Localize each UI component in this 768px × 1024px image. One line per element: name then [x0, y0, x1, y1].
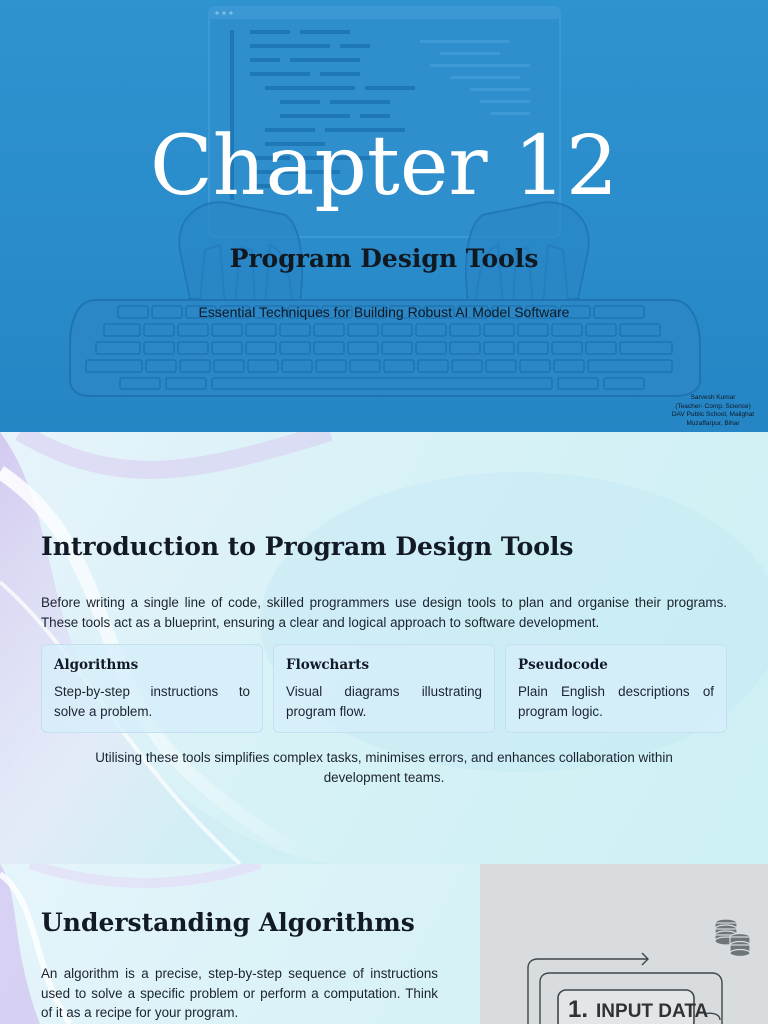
chapter-subtitle: Program Design Tools [229, 244, 539, 273]
algorithms-heading: Understanding Algorithms [41, 908, 415, 937]
intro-paragraph: Before writing a single line of code, skilled programmers use design tools to plan and organise their programs. These tools act as a blueprint, ensuring a clear and logical approach to software development. [41, 595, 727, 630]
step-label: INPUT DATA [596, 1001, 709, 1022]
chapter-title: Chapter 12 [149, 119, 619, 214]
design-tool-cards [41, 644, 727, 733]
intro-heading: Introduction to Program Design Tools [41, 532, 574, 561]
author-name: Sarvesh Kumar [690, 394, 736, 401]
database-icon [715, 919, 750, 957]
card-flowcharts [273, 644, 495, 733]
card-pseudocode [505, 644, 727, 733]
author-location: Muzaffarpur, Bihar [686, 419, 740, 427]
card-description: Plain English descriptions of program logic. [518, 684, 714, 719]
author-credit [664, 394, 762, 428]
intro-note: Utilising these tools simplifies complex tasks, minimises errors, and enhances collaboration within development teams. [95, 750, 673, 785]
title-slide [0, 0, 768, 432]
card-title: Pseudocode [518, 657, 608, 673]
chapter-tagline: Essential Techniques for Building Robust AI Model Software [198, 304, 570, 320]
input-data-step [568, 996, 708, 1024]
introduction-slide [0, 432, 768, 864]
card-title: Algorithms [54, 657, 139, 673]
card-description: Visual diagrams illustrating program flow. [286, 684, 482, 719]
card-title: Flowcharts [286, 657, 370, 673]
step-number: 1. [568, 996, 589, 1023]
algorithms-slide [0, 864, 768, 1024]
author-school: DAV Public School, Malighat [671, 411, 755, 419]
author-role: (Teacher- Comp. Science) [675, 402, 751, 410]
card-algorithms [41, 644, 263, 733]
algorithms-paragraph: An algorithm is a precise, step-by-step sequence of instructions used to solve a specific problem or perform a computation. Think of it as a recipe for your program. [41, 966, 438, 1020]
algorithm-diagram [480, 864, 768, 1024]
card-description: Step-by-step instructions to solve a problem. [54, 684, 250, 719]
